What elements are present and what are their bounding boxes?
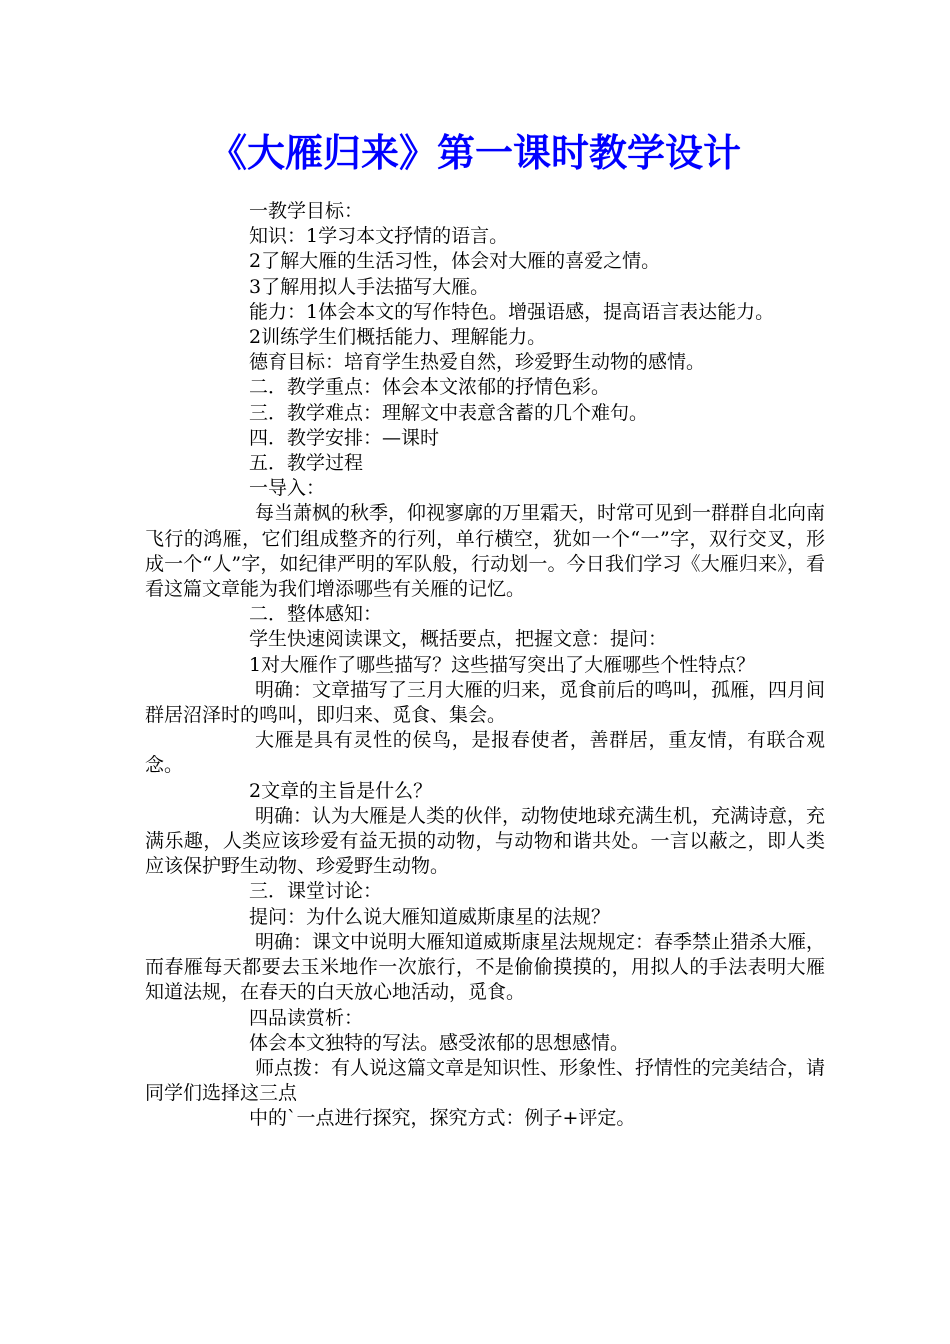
paragraph: 二．整体感知： [249,603,383,626]
paragraph: 提问：为什么说大雁知道威斯康星的法规？ [249,905,611,928]
paragraph: 体会本文独特的写法。感受浓郁的思想感情。 [249,1031,630,1054]
paragraph: 五．教学过程 [249,452,364,475]
paragraph: 四．教学安排：—课时 [249,426,440,449]
paragraph: 师点拨：有人说这篇文章是知识性、形象性、抒情性的完美结合，请同学们选择这三点 [145,1056,826,1105]
paragraph: 2训练学生们概括能力、理解能力。 [249,326,547,349]
paragraph: 一导入： [249,477,326,500]
paragraph: 2文章的主旨是什么？ [249,779,433,802]
paragraph: 德育目标：培育学生热爱自然，珍爱野生动物的感情。 [249,351,706,374]
document-title: 《大雁归来》第一课时教学设计 [208,131,741,175]
paragraph: 明确：认为大雁是人类的伙伴，动物使地球充满生机，充满诗意，充满乐趣，人类应该珍爱有益无损的动物，与动物和谐共处。一言以蔽之，即人类应该保护野生动物、珍爱野生动物。 [145,804,826,878]
document-body [145,199,825,1132]
paragraph: 四品读赏析： [249,1006,364,1029]
paragraph: 知识：1学习本文抒情的语言。 [249,225,509,248]
paragraph: 每当萧枫的秋季，仰视寥廓的万里霜天，时常可见到一群群自北向南飞行的鸿雁，它们组成整齐的行列，单行横空，犹如一个“一”字，双行交叉，形成一个“人”字，如纪律严明的军队般，行动划一。今日我们学习《大雁归来》，看看这篇文章能为我们增添哪些有关雁的记忆。 [145,502,826,601]
paragraph: 2了解大雁的生活习性，体会对大雁的喜爱之情。 [249,250,661,273]
paragraph: 二．教学重点：体会本文浓郁的抒情色彩。 [249,376,611,399]
paragraph: 明确：课文中说明大雁知道威斯康星法规规定：春季禁止猎杀大雁，而春雁每天都要去玉米地作一次旅行，不是偷偷摸摸的，用拟人的手法表明大雁知道法规，在春天的白天放心地活动，觅食。 [145,930,826,1004]
paragraph: 学生快速阅读课文，概括要点，把握文意：提问： [249,628,668,651]
paragraph: 中的`一点进行探究，探究方式：例子+评定。 [249,1107,636,1130]
paragraph: 明确：文章描写了三月大雁的归来，觅食前后的鸣叫，孤雁，四月间群居沼泽时的鸣叫，即归来、觅食、集会。 [145,678,826,727]
paragraph: 一教学目标： [249,200,364,222]
paragraph: 大雁是具有灵性的侯鸟，是报春使者，善群居，重友情，有联合观念。 [145,729,825,777]
paragraph: 1对大雁作了哪些描写？这些描写突出了大雁哪些个性特点？ [249,653,756,676]
paragraph: 三．课堂讨论： [249,880,383,903]
paragraph: 三．教学难点：理解文中表意含蓄的几个难句。 [249,401,649,424]
paragraph: 3了解用拟人手法描写大雁。 [249,275,490,298]
paragraph: 能力：1体会本文的写作特色。增强语感，提高语言表达能力。 [249,300,775,323]
